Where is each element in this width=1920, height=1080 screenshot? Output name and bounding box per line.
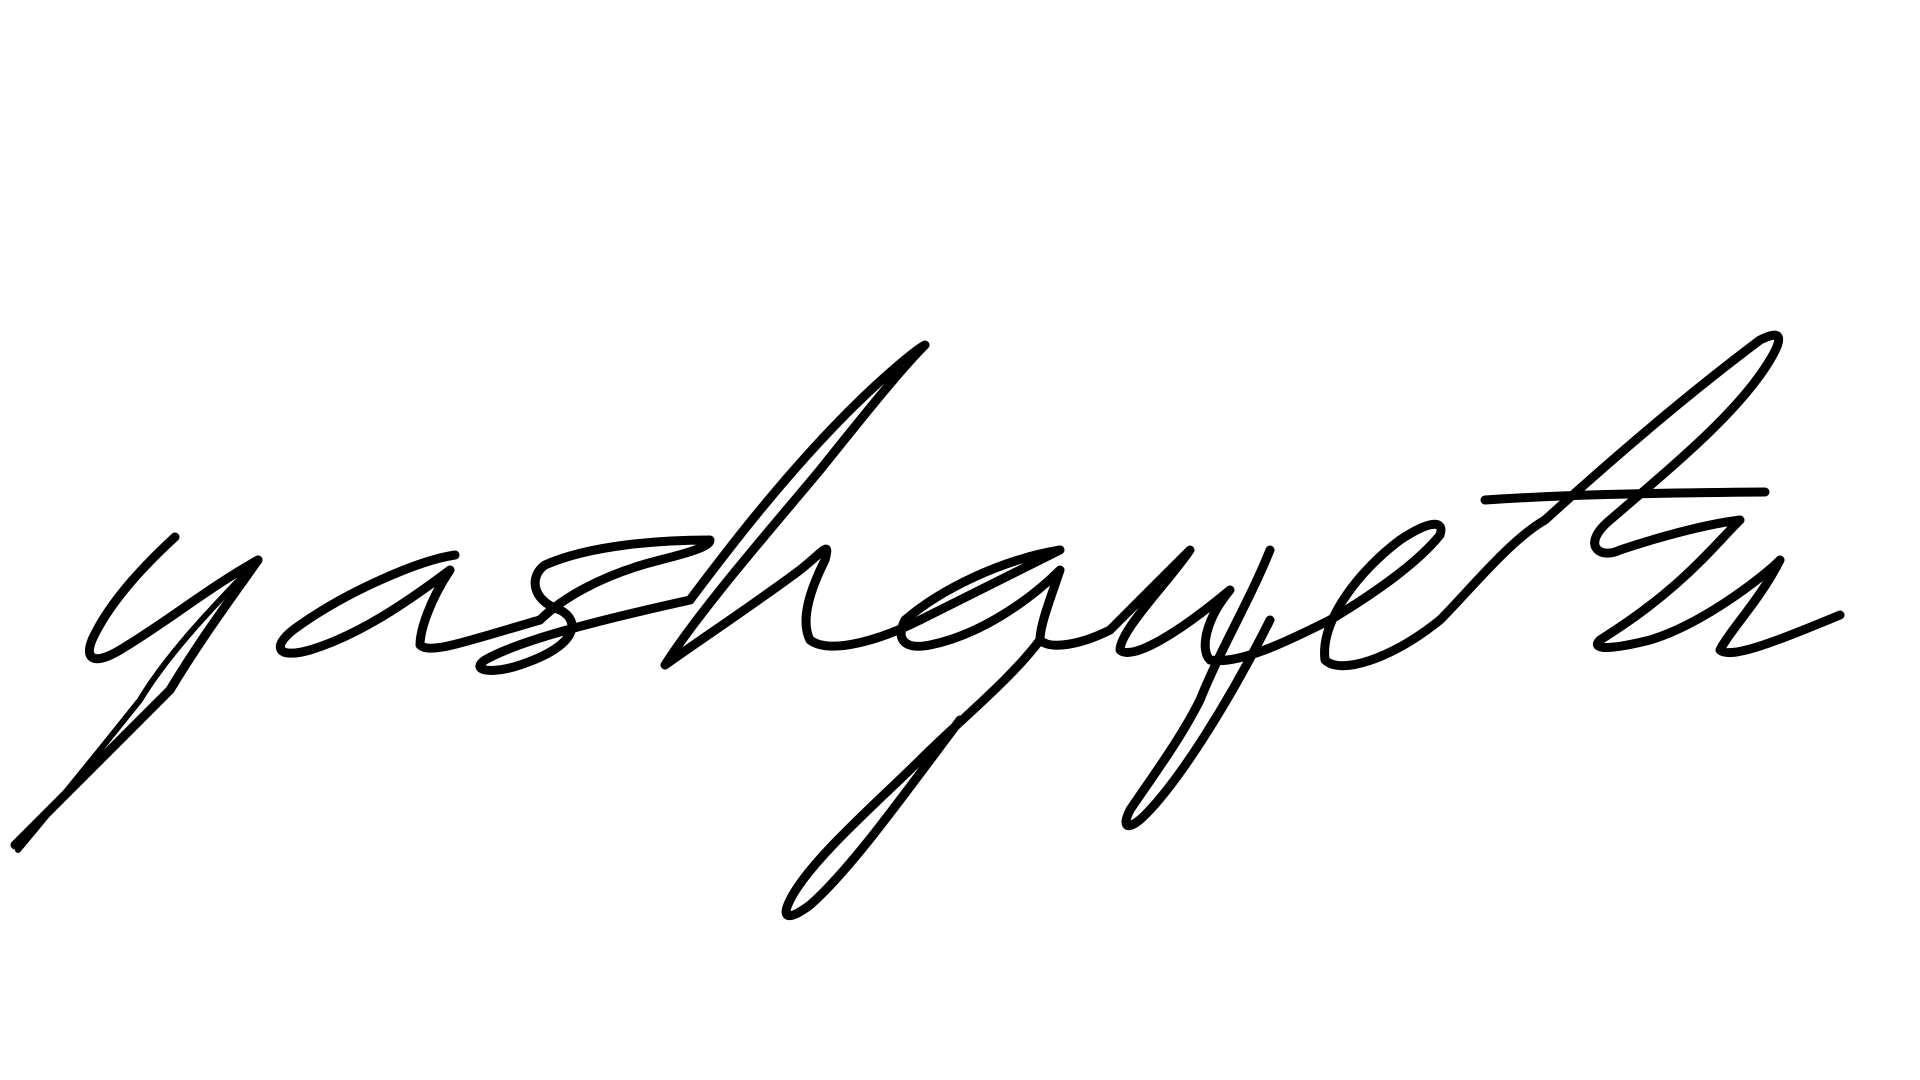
letter-h-1	[665, 345, 925, 665]
letter-t-crossbar	[1485, 492, 1765, 500]
letter-t-1	[1325, 520, 1545, 666]
letter-u-1	[1110, 550, 1330, 661]
letter-a-2	[901, 550, 1110, 646]
letter-g-1	[786, 640, 1040, 916]
letter-a-1	[280, 555, 540, 653]
signature-strokes	[15, 335, 1840, 916]
